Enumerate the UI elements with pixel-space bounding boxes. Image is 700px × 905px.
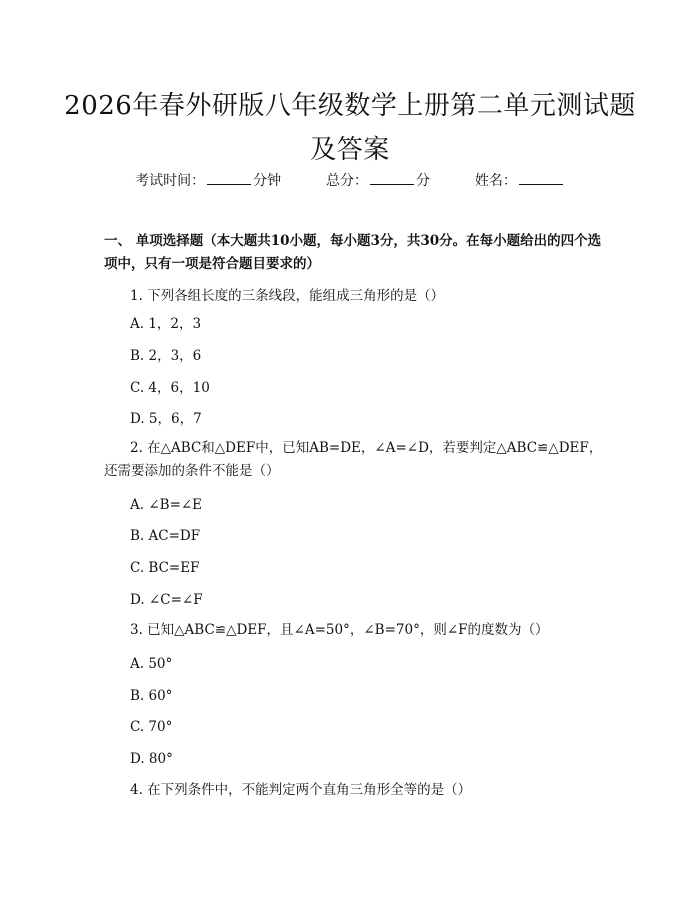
option-c: C. BC=EF [130, 560, 200, 576]
score-blank[interactable] [370, 172, 414, 185]
time-label: 考试时间： [135, 173, 206, 189]
option-d: D. ∠C=∠F [130, 592, 203, 608]
score-field [326, 173, 434, 189]
option-a: A. 1，2，3 [130, 316, 202, 332]
name-label: 姓名： [474, 173, 517, 189]
option-c: C. 70° [130, 719, 173, 735]
option-b: B. AC=DF [130, 528, 201, 544]
exam-meta [0, 170, 700, 190]
option-c: C. 4，6，10 [130, 380, 210, 396]
option-b: B. 2，3，6 [130, 348, 202, 364]
time-blank[interactable] [207, 172, 251, 185]
question-stem: 1. 下列各组长度的三条线段，能组成三角形的是（） [130, 288, 445, 304]
time-unit: 分钟 [253, 173, 282, 189]
question-stem: 2. 在△ABC和△DEF中，已知AB=DE，∠A=∠D，若要判定△ABC≌△DEF，还需要添加的条件不能是（） [104, 440, 603, 479]
option-a: A. 50° [130, 656, 173, 672]
score-unit: 分 [416, 173, 430, 189]
page-title: 2026年春外研版八年级数学上册第二单元测试题及答案 [64, 91, 636, 165]
option-d: D. 80° [130, 751, 173, 767]
score-label: 总分： [326, 173, 368, 189]
option-d: D. 5，6，7 [130, 411, 202, 427]
time-field [135, 173, 285, 189]
option-a: A. ∠B=∠E [130, 497, 203, 513]
section-heading: 一、 单项选择题（本大题共10小题，每小题3分，共30分。在每小题给出的四个选项中，只有一项是符合题目要求的） [104, 233, 602, 272]
name-field [475, 173, 565, 189]
name-blank[interactable] [519, 172, 563, 185]
question-stem: 4. 在下列条件中，不能判定两个直角三角形全等的是（） [130, 782, 472, 798]
option-b: B. 60° [130, 688, 173, 704]
question-stem: 3. 已知△ABC≌△DEF，且∠A=50°，∠B=70°，则∠F的度数为（） [130, 622, 549, 638]
